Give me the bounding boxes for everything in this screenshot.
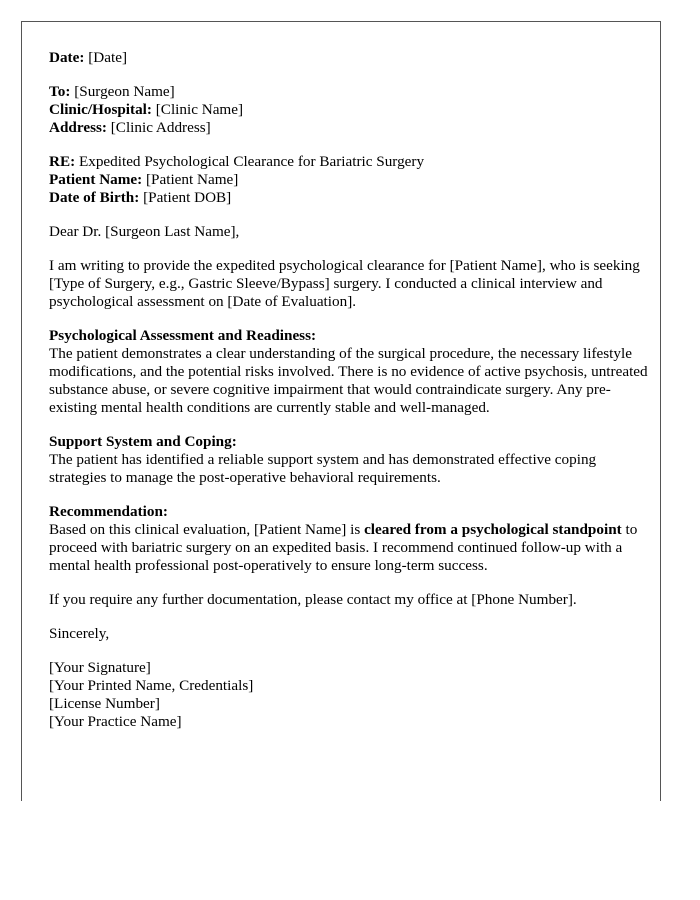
clinic-label: Clinic/Hospital: <box>49 101 152 118</box>
closing-note: If you require any further documentation, please contact my office at [Phone Number]. <box>49 591 577 608</box>
signature-line: [Your Signature] <box>49 659 151 676</box>
clinic-line <box>49 101 649 119</box>
support-heading: Support System and Coping: <box>49 433 237 450</box>
support-body: The patient has identified a reliable support system and has demonstrated effective coping strategies to manage the post-operative behavioral requirements. <box>49 451 597 486</box>
patient-name-line <box>49 171 649 189</box>
to-line <box>49 83 649 101</box>
letter-content <box>49 49 649 731</box>
reference-block <box>49 153 649 207</box>
date-value: [Date] <box>88 49 128 66</box>
dob-line <box>49 189 649 207</box>
assessment-body: The patient demonstrates a clear understanding of the surgical procedure, the necessary lifestyle modifications, and the potential risks involved. There is no evidence of active psychosis, untreated substance abuse, or severe cognitive impairment that would contraindicate surgery. Any pre-existing mental health conditions are currently stable and well-managed. <box>49 345 648 416</box>
signature-block <box>49 659 649 731</box>
intro-paragraph: I am writing to provide the expedited psychological clearance for [Patient Name], who is seeking [Type of Surgery, e.g., Gastric Sleeve/Bypass] surgery. I conducted a clinical interview and psychological assessment on [Date of Evaluation]. <box>49 257 640 310</box>
letter-page <box>21 21 661 801</box>
re-line <box>49 153 649 171</box>
recommendation-body-end: to proceed with bariatric surgery on an expedited basis. I recommend continued follow-up with a mental health professional post-operatively to ensure long-term success. <box>49 521 638 574</box>
address-value: [Clinic Address] <box>110 119 211 136</box>
practice-line: [Your Practice Name] <box>49 713 182 730</box>
recommendation-section <box>49 503 649 575</box>
address-line <box>49 119 649 137</box>
assessment-section <box>49 327 649 417</box>
recommendation-body-emphasis: cleared from a psychological standpoint <box>364 521 622 538</box>
signoff: Sincerely, <box>49 625 110 642</box>
dob-value: [Patient DOB] <box>143 189 232 206</box>
date-label: Date: <box>49 49 85 66</box>
recipient-block <box>49 83 649 137</box>
printed-name-line: [Your Printed Name, Credentials] <box>49 677 254 694</box>
address-label: Address: <box>49 119 107 136</box>
recommendation-body-start: Based on this clinical evaluation, [Patient Name] is <box>49 521 365 538</box>
date-line <box>49 49 649 67</box>
to-value: [Surgeon Name] <box>74 83 175 100</box>
clinic-value: [Clinic Name] <box>155 101 244 118</box>
patient-name-label: Patient Name: <box>49 171 143 188</box>
patient-name-value: [Patient Name] <box>146 171 239 188</box>
salutation: Dear Dr. [Surgeon Last Name], <box>49 223 240 240</box>
support-section <box>49 433 649 487</box>
dob-label: Date of Birth: <box>49 189 140 206</box>
assessment-heading: Psychological Assessment and Readiness: <box>49 327 317 344</box>
re-label: RE: <box>49 153 76 170</box>
to-label: To: <box>49 83 71 100</box>
recommendation-heading: Recommendation: <box>49 503 168 520</box>
re-value: Expedited Psychological Clearance for Bariatric Surgery <box>78 153 425 170</box>
license-line: [License Number] <box>49 695 160 712</box>
